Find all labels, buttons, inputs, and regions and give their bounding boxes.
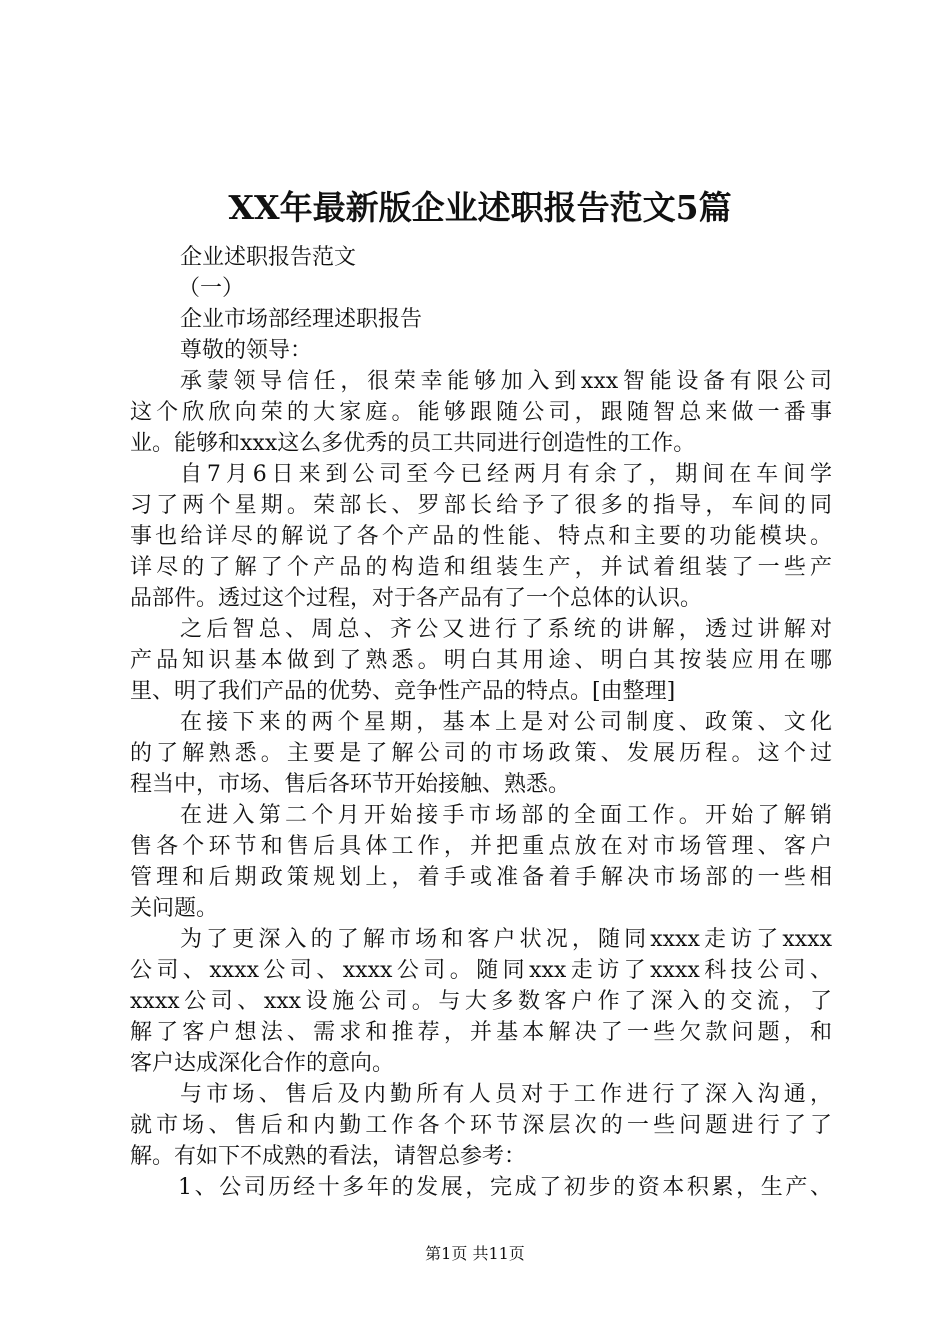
- paragraph-line: 程当中，市场、售后各环节开始接触、熟悉。: [130, 772, 571, 797]
- paragraph-line: 与市场、售后及内勤所有人员对于工作进行了深入沟通，: [180, 1082, 832, 1107]
- salutation: 尊敬的领导：: [180, 338, 313, 363]
- section-heading: 企业述职报告范文: [180, 245, 357, 270]
- paragraph-line: 解。有如下不成熟的看法，请智总参考：: [130, 1144, 527, 1169]
- paragraph-line: 事也给详尽的解说了各个产品的性能、特点和主要的功能模块。: [130, 524, 832, 549]
- paragraph-line: xxxx公司、xxx设施公司。与大多数客户作了深入的交流，了: [130, 989, 832, 1014]
- paragraph-line: 在接下来的两个星期，基本上是对公司制度、政策、文化: [180, 710, 832, 735]
- paragraph-line: 解了客户想法、需求和推荐，并基本解决了一些欠款问题，和: [130, 1020, 832, 1045]
- paragraph-line: 产品知识基本做到了熟悉。明白其用途、明白其按装应用在哪: [130, 648, 832, 673]
- document-body: [130, 242, 832, 1203]
- paragraph-line: 就市场、售后和内勤工作各个环节深层次的一些问题进行了了: [130, 1113, 832, 1138]
- paragraph-line: 为了更深入的了解市场和客户状况，随同xxxx走访了xxxx: [180, 927, 832, 952]
- paragraph-line: 之后智总、周总、齐公又进行了系统的讲解，透过讲解对: [180, 617, 832, 642]
- paragraph-line: 客户达成深化合作的意向。: [130, 1051, 395, 1076]
- section-number: （一）: [178, 276, 245, 301]
- paragraph-line: 习了两个星期。荣部长、罗部长给予了很多的指导，车间的同: [130, 493, 832, 518]
- paragraph-line: 自7月6日来到公司至今已经两月有余了，期间在车间学: [180, 462, 832, 487]
- paragraph-line: 公司、xxxx公司、xxxx公司。随同xxx走访了xxxx科技公司、: [130, 958, 832, 983]
- paragraph-line: 关问题。: [130, 896, 219, 921]
- paragraph-line: 在进入第二个月开始接手市场部的全面工作。开始了解销: [180, 803, 832, 828]
- paragraph-line: 的了解熟悉。主要是了解公司的市场政策、发展历程。这个过: [130, 741, 832, 766]
- paragraph-line: 这个欣欣向荣的大家庭。能够跟随公司，跟随智总来做一番事: [130, 400, 832, 425]
- paragraph-line: 详尽的了解了个产品的构造和组装生产，并试着组装了一些产: [130, 555, 832, 580]
- document-title: XX年最新版企业述职报告范文5篇: [228, 188, 732, 227]
- paragraph-line: 承蒙领导信任，很荣幸能够加入到xxx智能设备有限公司: [180, 369, 832, 394]
- paragraph-line: 品部件。透过这个过程，对于各产品有了一个总体的认识。: [130, 586, 703, 611]
- paragraph-line: 1、公司历经十多年的发展，完成了初步的资本积累，生产、: [178, 1175, 832, 1200]
- report-subtitle: 企业市场部经理述职报告: [180, 307, 423, 332]
- paragraph-line: 管理和后期政策规划上，着手或准备着手解决市场部的一些相: [130, 865, 832, 890]
- page-footer: 第1页 共11页: [425, 1244, 525, 1263]
- paragraph-line: 里、明了我们产品的优势、竞争性产品的特点。[由整理]: [130, 679, 676, 704]
- paragraph-line: 售各个环节和售后具体工作，并把重点放在对市场管理、客户: [130, 834, 832, 859]
- paragraph-line: 业。能够和xxx这么多优秀的员工共同进行创造性的工作。: [130, 431, 696, 456]
